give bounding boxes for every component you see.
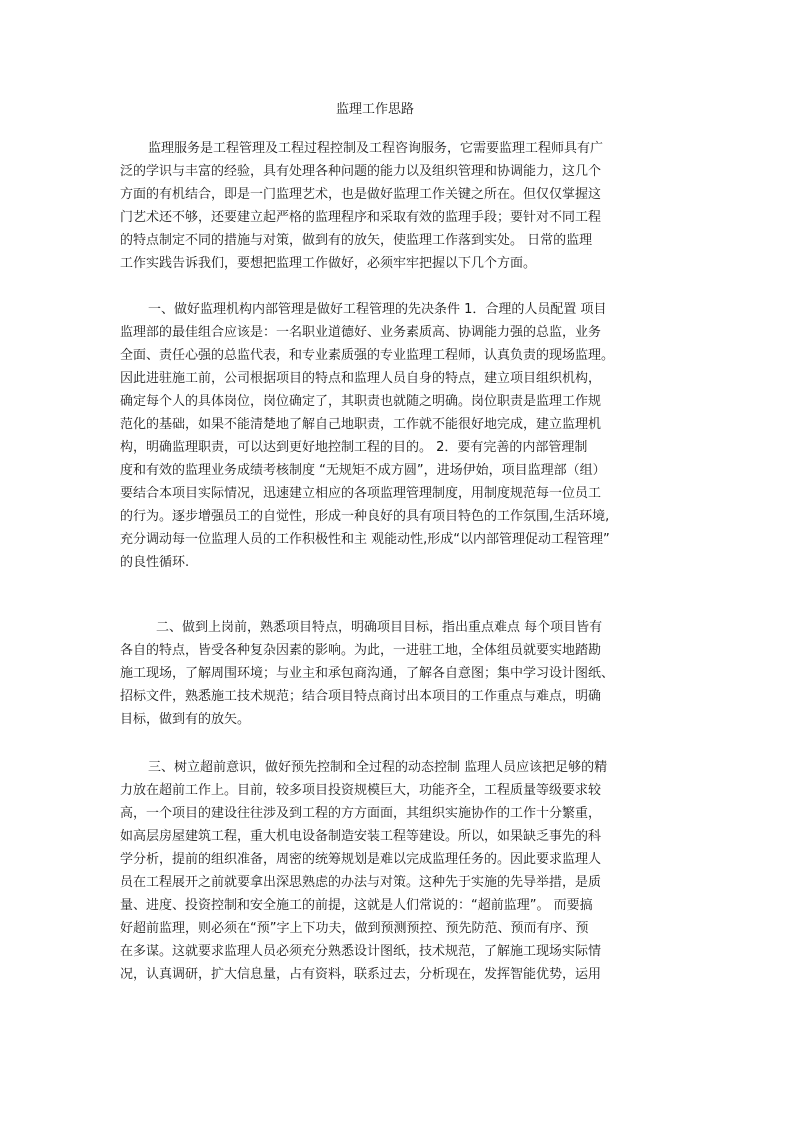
paragraph-section-3 <box>120 756 680 986</box>
paragraph-line: 二、做到上岗前，熟悉项目特点，明确项目目标，指出重点难点 每个项目皆有 <box>156 620 603 635</box>
paragraph-line: 方面的有机结合，即是一门监理艺术，也是做好监理工作关键之所在。但仅仅掌握这 <box>120 187 602 202</box>
paragraph-section-2 <box>120 616 680 731</box>
paragraph-line: 因此进驻施工前，公司根据项目的特点和监理人员自身的特点，建立项目组织机构， <box>120 371 602 386</box>
paragraph-line: 况，认真调研，扩大信息量，占有资料，联系过去，分析现在，发挥智能优势，运用 <box>120 967 602 982</box>
paragraph-line: 各自的特点，皆受各种复杂因素的影响。为此，一进驻工地，全体组员就要实地踏勘 <box>120 643 602 658</box>
paragraph-line: 度和有效的监理业务成绩考核制度 “无规矩不成方圆”，进场伊始，项目监理部（组） <box>120 463 606 478</box>
paragraph-line: 的良性循环. <box>120 555 190 570</box>
paragraph-line: 全面、责任心强的总监代表，和专业素质强的专业监理工程师，认真负责的现场监理。 <box>120 348 615 363</box>
paragraph-section-1 <box>120 298 680 574</box>
paragraph-line: 泛的学识与丰富的经验，具有处理各种问题的能力以及组织管理和协调能力，这几个 <box>120 164 602 179</box>
paragraph-line: 员在工程展开之前就要拿出深思熟虑的办法与对策。这种先于实施的先导举措，是质 <box>120 875 602 890</box>
paragraph-line: 门艺术还不够，还要建立起严格的监理程序和采取有效的监理手段；要针对不同工程 <box>120 210 602 225</box>
paragraph-line: 监理部的最佳组合应该是：一名职业道德好、业务素质高、协调能力强的总监，业务 <box>120 325 602 340</box>
paragraph-line: 的特点制定不同的措施与对策，做到有的放矢，使监理工作落到实处。 日常的监理 <box>120 233 593 248</box>
paragraph-line: 施工现场，了解周围环境；与业主和承包商沟通，了解各自意图；集中学习设计图纸、 <box>120 666 615 681</box>
paragraph-line: 高，一个项目的建设往往涉及到工程的方方面面，其组织实施协作的工作十分繁重， <box>120 806 602 821</box>
paragraph-line: 如高层房屋建筑工程，重大机电设备制造安装工程等建设。所以，如果缺乏事先的科 <box>120 829 602 844</box>
paragraph-line: 三、树立超前意识，做好预先控制和全过程的动态控制 监理人员应该把足够的精 <box>148 760 608 775</box>
paragraph-line: 一、做好监理机构内部管理是做好工程管理的先决条件 1．合理的人员配置 项目 <box>148 302 607 317</box>
paragraph-line: 招标文件，熟悉施工技术规范；结合项目特点商讨出本项目的工作重点与难点，明确 <box>120 689 602 704</box>
paragraph-line: 要结合本项目实际情况，迅速建立相应的各项监理管理制度，用制度规范每一位员工 <box>120 486 602 501</box>
paragraph-line: 学分析，提前的组织准备，周密的统筹规划是难以完成监理任务的。因此要求监理人 <box>120 852 602 867</box>
paragraph-line: 构，明确监理职责，可以达到更好地控制工程的目的。 2．要有完善的内部管理制 <box>120 440 588 455</box>
paragraph-line: 目标，做到有的放矢。 <box>120 712 251 727</box>
paragraph-line: 范化的基础，如果不能清楚地了解自己地职责，工作就不能很好地完成，建立监理机 <box>120 417 602 432</box>
paragraph-line: 的行为。逐步增强员工的自觉性，形成一种良好的具有项目特色的工作氛围,生活环境, <box>120 509 610 524</box>
paragraph-line: 充分调动每一位监理人员的工作积极性和主 观能动性,形成“以内部管理促动工程管理” <box>120 532 610 547</box>
paragraph-line: 监理服务是工程管理及工程过程控制及工程咨询服务，它需要监理工程师具有广 <box>148 141 604 156</box>
paragraph-line: 好超前监理，则必须在“预”字上下功夫，做到预测预控、预先防范、预而有序、预 <box>120 921 589 936</box>
paragraph-line: 工作实践告诉我们，要想把监理工作做好，必须牢牢把握以下几个方面。 <box>120 256 537 271</box>
paragraph-line: 确定每个人的具体岗位，岗位确定了，其职责也就随之明确。岗位职责是监理工作规 <box>120 394 602 409</box>
paragraph-intro <box>120 137 680 275</box>
paragraph-line: 力放在超前工作上。目前，较多项目投资规模巨大，功能齐全，工程质量等级要求较 <box>120 783 602 798</box>
paragraph-line: 在多谋。这就要求监理人员必须充分熟悉设计图纸，技术规范，了解施工现场实际情 <box>120 944 602 959</box>
document-title: 监理工作思路 <box>336 102 415 117</box>
paragraph-line: 量、进度、投资控制和安全施工的前提，这就是人们常说的：“超前监理”。 而要搞 <box>120 898 593 913</box>
